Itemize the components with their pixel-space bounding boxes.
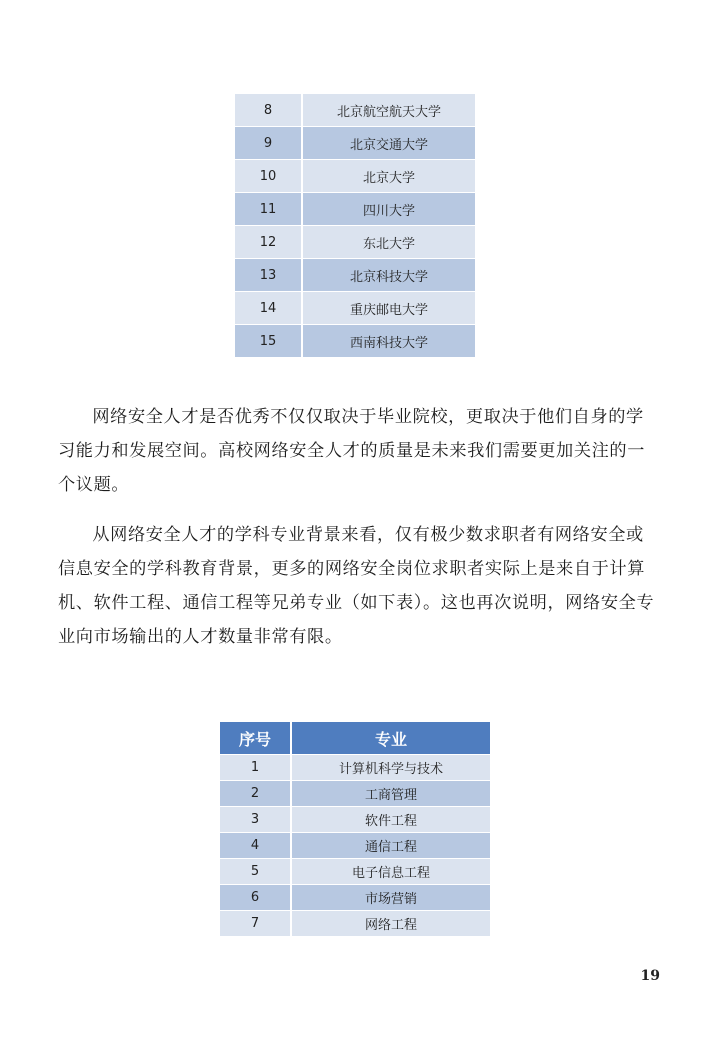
row-number: 12 <box>235 226 302 259</box>
table-row <box>220 781 490 807</box>
header-major: 专业 <box>291 722 490 755</box>
table-row <box>235 226 475 259</box>
row-number: 6 <box>220 885 291 911</box>
table-row <box>235 292 475 325</box>
major-name: 市场营销 <box>291 885 490 911</box>
row-number: 1 <box>220 755 291 781</box>
row-number: 10 <box>235 160 302 193</box>
major-name: 网络工程 <box>291 911 490 937</box>
university-name: 东北大学 <box>302 226 475 259</box>
table-row <box>220 911 490 937</box>
row-number: 13 <box>235 259 302 292</box>
table-row <box>220 859 490 885</box>
university-name: 北京航空航天大学 <box>302 94 475 127</box>
table-row <box>235 325 475 358</box>
row-number: 4 <box>220 833 291 859</box>
row-number: 15 <box>235 325 302 358</box>
table-row <box>235 259 475 292</box>
major-name: 电子信息工程 <box>291 859 490 885</box>
university-name: 北京交通大学 <box>302 127 475 160</box>
major-name: 计算机科学与技术 <box>291 755 490 781</box>
table-row <box>235 193 475 226</box>
row-number: 11 <box>235 193 302 226</box>
table-row <box>220 755 490 781</box>
header-number: 序号 <box>220 722 291 755</box>
table-row <box>220 807 490 833</box>
row-number: 7 <box>220 911 291 937</box>
page-number: 19 <box>640 968 660 984</box>
university-name: 四川大学 <box>302 193 475 226</box>
university-name: 北京大学 <box>302 160 475 193</box>
body-paragraph-talent-quality: 网络安全人才是否优秀不仅仅取决于毕业院校，更取决于他们自身的学习能力和发展空间。高校网络安全人才的质量是未来我们需要更加关注的一个议题。 <box>58 407 645 495</box>
majors-table <box>220 722 490 936</box>
university-name: 重庆邮电大学 <box>302 292 475 325</box>
major-name: 通信工程 <box>291 833 490 859</box>
university-name: 北京科技大学 <box>302 259 475 292</box>
row-number: 2 <box>220 781 291 807</box>
table-header-row <box>220 722 490 755</box>
row-number: 9 <box>235 127 302 160</box>
major-name: 工商管理 <box>291 781 490 807</box>
table-row <box>235 94 475 127</box>
major-name: 软件工程 <box>291 807 490 833</box>
table-row <box>235 127 475 160</box>
university-name: 西南科技大学 <box>302 325 475 358</box>
table-row <box>235 160 475 193</box>
table-row <box>220 833 490 859</box>
university-ranking-table <box>235 94 475 358</box>
row-number: 5 <box>220 859 291 885</box>
row-number: 14 <box>235 292 302 325</box>
table-row <box>220 885 490 911</box>
body-paragraph-major-background: 从网络安全人才的学科专业背景来看，仅有极少数求职者有网络安全或信息安全的学科教育背景，更多的网络安全岗位求职者实际上是来自于计算机、软件工程、通信工程等兄弟专业（如下表）。这也再次说明，网络安全专业向市场输出的人才数量非常有限。 <box>58 525 655 647</box>
row-number: 8 <box>235 94 302 127</box>
row-number: 3 <box>220 807 291 833</box>
